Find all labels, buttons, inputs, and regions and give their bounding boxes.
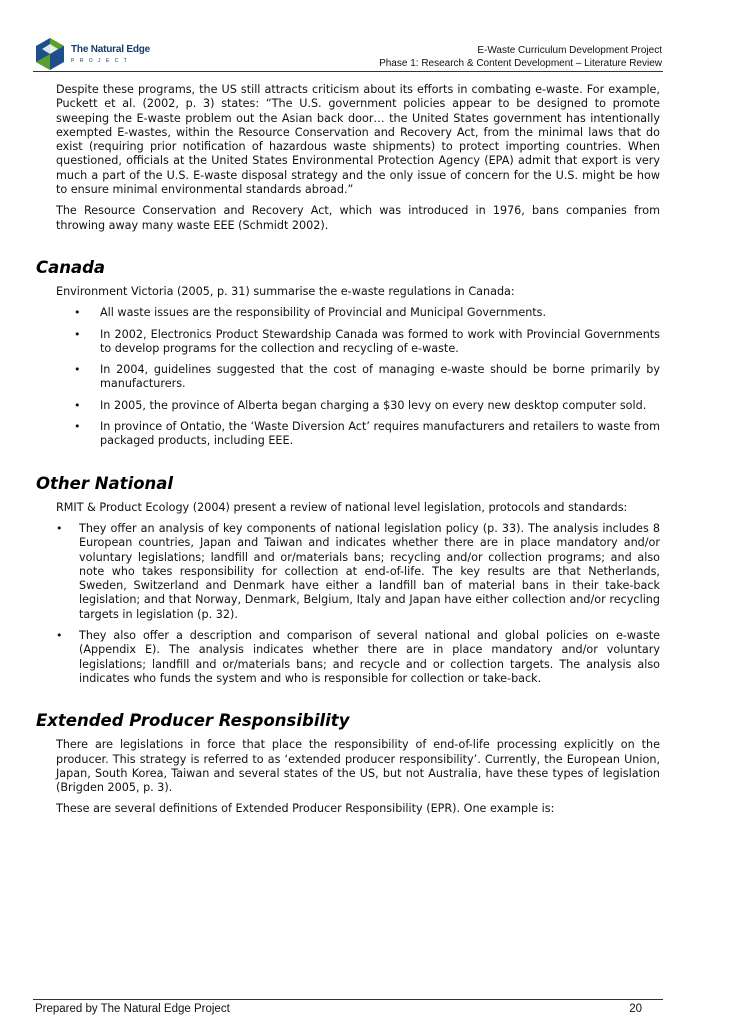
other-national-list xyxy=(36,522,660,686)
rcra-paragraph: The Resource Conservation and Recovery Act, which was introduced in 1976, bans companies from throwing away many waste EEE (Schmidt 2002). xyxy=(56,204,660,232)
bullet-icon: • xyxy=(74,398,81,412)
page-footer xyxy=(33,999,663,1019)
list-item xyxy=(36,629,660,686)
footer-credit: Prepared by The Natural Edge Project xyxy=(35,1003,230,1015)
list-item-text: All waste issues are the responsibility of Provincial and Municipal Governments. xyxy=(100,306,547,320)
natural-edge-logo-icon xyxy=(33,37,67,71)
epr-paragraph: There are legislations in force that place the responsibility of end-of-life processing explicitly on the producer. This strategy is referred to as ‘extended producer responsibility’. Currently, the European Union, Japan, South Korea, Taiwan and several states of the US, but not Australia, have these types of legislation (Brigden 2005, p. 3). xyxy=(56,738,660,795)
section-heading-epr: Extended Producer Responsibility xyxy=(36,711,350,731)
phase-title: Phase 1: Research & Content Development – Literature Review xyxy=(379,58,662,69)
project-title: E-Waste Curriculum Development Project xyxy=(477,45,662,56)
list-item-text: In 2005, the province of Alberta began charging a $30 levy on every new desktop computer sold. xyxy=(100,398,647,412)
list-item-text: In province of Ontatio, the ‘Waste Diversion Act’ requires manufacturers and retailers to waste from packaged products, including EEE. xyxy=(100,420,660,448)
bullet-icon: • xyxy=(74,420,81,434)
bullet-icon: • xyxy=(56,629,63,643)
page-header xyxy=(33,36,663,74)
bullet-icon: • xyxy=(74,327,81,341)
logo-name: The Natural Edge xyxy=(71,43,151,55)
list-item xyxy=(36,399,660,413)
footer-divider xyxy=(33,999,663,1000)
epr-definitions-paragraph: These are several definitions of Extended Producer Responsibility (EPR). One example is: xyxy=(56,802,555,816)
list-item-text: They also offer a description and comparison of several national and global policies on e-waste (Appendix E). The analysis indicates whether there are in place mandatory and/or voluntary legislations; landfill and or/materials bans; and recycle and or collection targets. The analysis also indicates who funds the system and who is responsible for collection or take-back. xyxy=(79,629,660,685)
list-item-text: In 2002, Electronics Product Stewardship Canada was formed to work with Provincial Governments to develop programs for the collection and recycling of e-waste. xyxy=(100,327,660,355)
list-item xyxy=(36,522,660,622)
other-national-intro: RMIT & Product Ecology (2004) present a review of national level legislation, protocols and standards: xyxy=(56,500,628,514)
page-content xyxy=(36,83,660,824)
section-heading-other-national: Other National xyxy=(36,473,174,493)
header-divider xyxy=(33,71,663,72)
list-item-text: In 2004, guidelines suggested that the cost of managing e-waste should be borne primarily by manufacturers. xyxy=(100,363,660,391)
us-criticism-paragraph: Despite these programs, the US still attracts criticism about its efforts in combating e-waste. For example, Puckett et al. (2002, p. 3) states: “The U.S. government policies appear to be designed to promote sweeping the E-waste problem out the Asian back door… the United States government has intentionally exempted E-wastes, within the Resource Conservation and Recovery Act, from the minimal laws that do exist (requiring prior notification of hazardous waste shipments) to protect importing countries. When questioned, officials at the United States Environmental Protection Agency (EPA) admit that export is very much a part of the U.S. E-waste disposal strategy and the only issue of concern for the U.S. might be how to ensure minimal environmental standards abroad.” xyxy=(56,83,660,197)
bullet-icon: • xyxy=(74,363,81,377)
canada-list xyxy=(36,306,660,448)
section-heading-canada: Canada xyxy=(36,257,106,277)
list-item-text: They offer an analysis of key components of national legislation policy (p. 33). The analysis includes 8 European countries, Japan and Taiwan and indicates whether there are in place mandatory and/or voluntary legislations; landfill and or/materials bans; recycling and/or collection programs; and also note who takes responsibility for collection at end-of-life. The key results are that Netherlands, Sweden, Switzerland and Denmark have either a landfill ban of material bans in their take-back legislation; and that Norway, Denmark, Belgium, Italy and Japan have either collection and/or recycling targets in legislation (p. 32). xyxy=(79,521,660,621)
natural-edge-logo xyxy=(33,36,150,72)
list-item xyxy=(36,328,660,357)
logo-subtitle: PROJECT xyxy=(71,57,133,64)
bullet-icon: • xyxy=(74,306,81,320)
bullet-icon: • xyxy=(56,521,63,535)
list-item xyxy=(36,363,660,392)
list-item xyxy=(36,420,660,449)
list-item xyxy=(36,306,660,320)
canada-intro: Environment Victoria (2005, p. 31) summarise the e-waste regulations in Canada: xyxy=(56,284,515,298)
page-number: 20 xyxy=(629,1003,642,1015)
